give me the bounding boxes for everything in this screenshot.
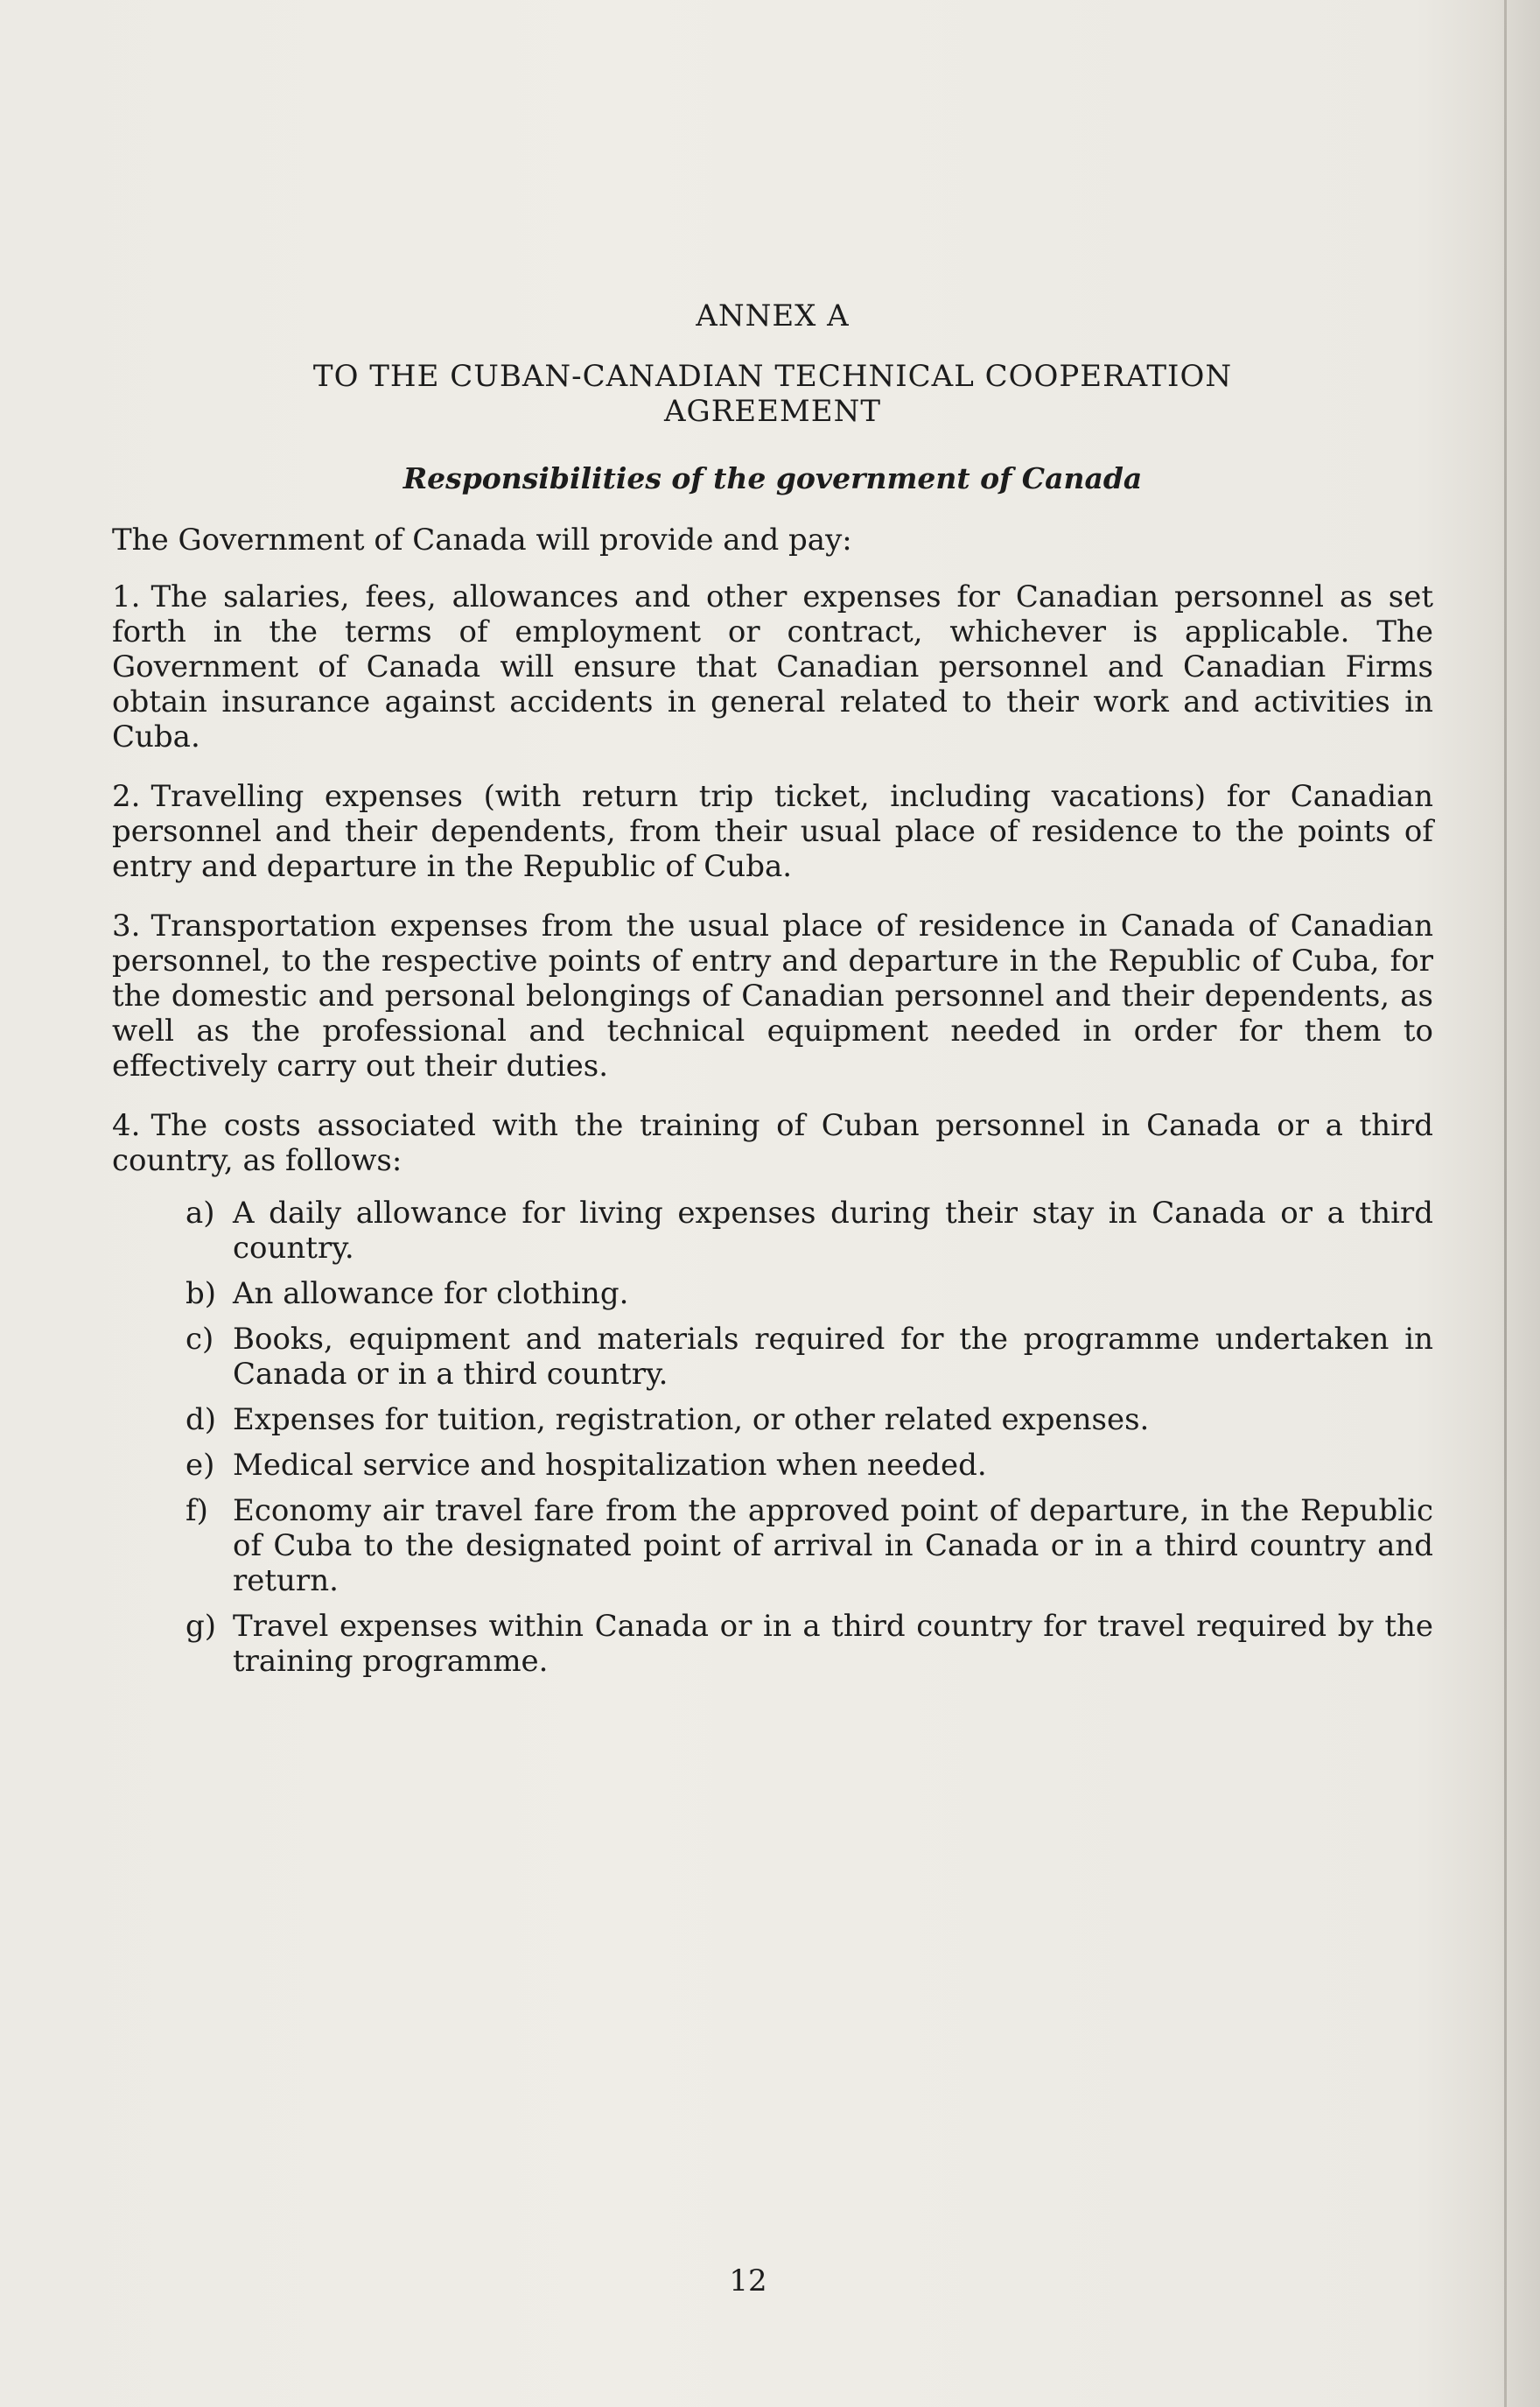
annex-content [112, 298, 1433, 1689]
paragraph-4 [112, 1108, 1433, 1178]
paragraph-3 [112, 909, 1433, 1084]
list-item-letter: f) [186, 1493, 208, 1528]
paragraph-text: The salaries, fees, allowances and other expenses for Canadian personnel as set forth in the terms of employment or contract, whichever is applicable. The Government of Canada will ensure that Canadian personnel and Canadian Firms obtain insurance against accidents in general related to their work and activities in Cuba. [112, 579, 1433, 754]
list-item-letter: a) [186, 1196, 215, 1231]
list-item-e [186, 1448, 1433, 1483]
list-item-letter: e) [186, 1448, 215, 1483]
training-costs-list [186, 1196, 1433, 1679]
paragraph-1 [112, 579, 1433, 754]
agreement-title: TO THE CUBAN-CANADIAN TECHNICAL COOPERATION AGREEMENT [312, 359, 1233, 429]
section-subtitle: Responsibilities of the government of Canada [402, 461, 1143, 495]
paragraph-2 [112, 779, 1433, 884]
book-gutter [1504, 0, 1507, 2407]
paragraph-text: Transportation expenses from the usual place of residence in Canada of Canadian personnel, to the respective points of entry and departure in the Republic of Cuba, for the domestic and personal belongings of Canadian personnel and their dependents, as well as the professional and technical equipment needed in order for them to effectively carry out their duties. [112, 909, 1433, 1084]
intro-text: The Government of Canada will provide and pay: [112, 523, 852, 558]
list-item-d [186, 1402, 1433, 1437]
list-item-text: Medical service and hospitalization when needed. [233, 1448, 987, 1483]
list-item-text: A daily allowance for living expenses during their stay in Canada or a third country. [233, 1196, 1433, 1266]
list-item-text: Travel expenses within Canada or in a third country for travel required by the training programme. [233, 1609, 1433, 1679]
list-item-text: Books, equipment and materials required for the programme undertaken in Canada or in a third country. [233, 1322, 1433, 1392]
list-item-g [186, 1609, 1433, 1679]
list-item-letter: d) [186, 1402, 217, 1437]
paragraph-text: The costs associated with the training of Cuban personnel in Canada or a third country, as follows: [112, 1108, 1433, 1178]
list-item-letter: g) [186, 1609, 217, 1644]
paragraph-number: 2. [112, 779, 141, 814]
list-item-c [186, 1322, 1433, 1392]
page-number: 12 [729, 2263, 767, 2298]
annex-title: ANNEX A [696, 298, 850, 333]
paragraph-text: Travelling expenses (with return trip ticket, including vacations) for Canadian personnel and their dependents, from their usual place of residence to the points of entry and departure in the Republic of Cuba. [112, 779, 1433, 884]
list-item-b [186, 1276, 1433, 1311]
paragraph-number: 4. [112, 1108, 141, 1143]
list-item-f [186, 1493, 1433, 1598]
list-item-letter: c) [186, 1322, 214, 1357]
list-item-a [186, 1196, 1433, 1266]
list-item-text: Economy air travel fare from the approved point of departure, in the Republic of Cuba to the designated point of arrival in Canada or in a third country and return. [233, 1493, 1433, 1598]
list-item-text: Expenses for tuition, registration, or other related expenses. [233, 1402, 1150, 1437]
paragraph-number: 1. [112, 579, 141, 614]
paragraph-number: 3. [112, 909, 141, 944]
list-item-letter: b) [186, 1276, 217, 1311]
list-item-text: An allowance for clothing. [233, 1276, 629, 1311]
